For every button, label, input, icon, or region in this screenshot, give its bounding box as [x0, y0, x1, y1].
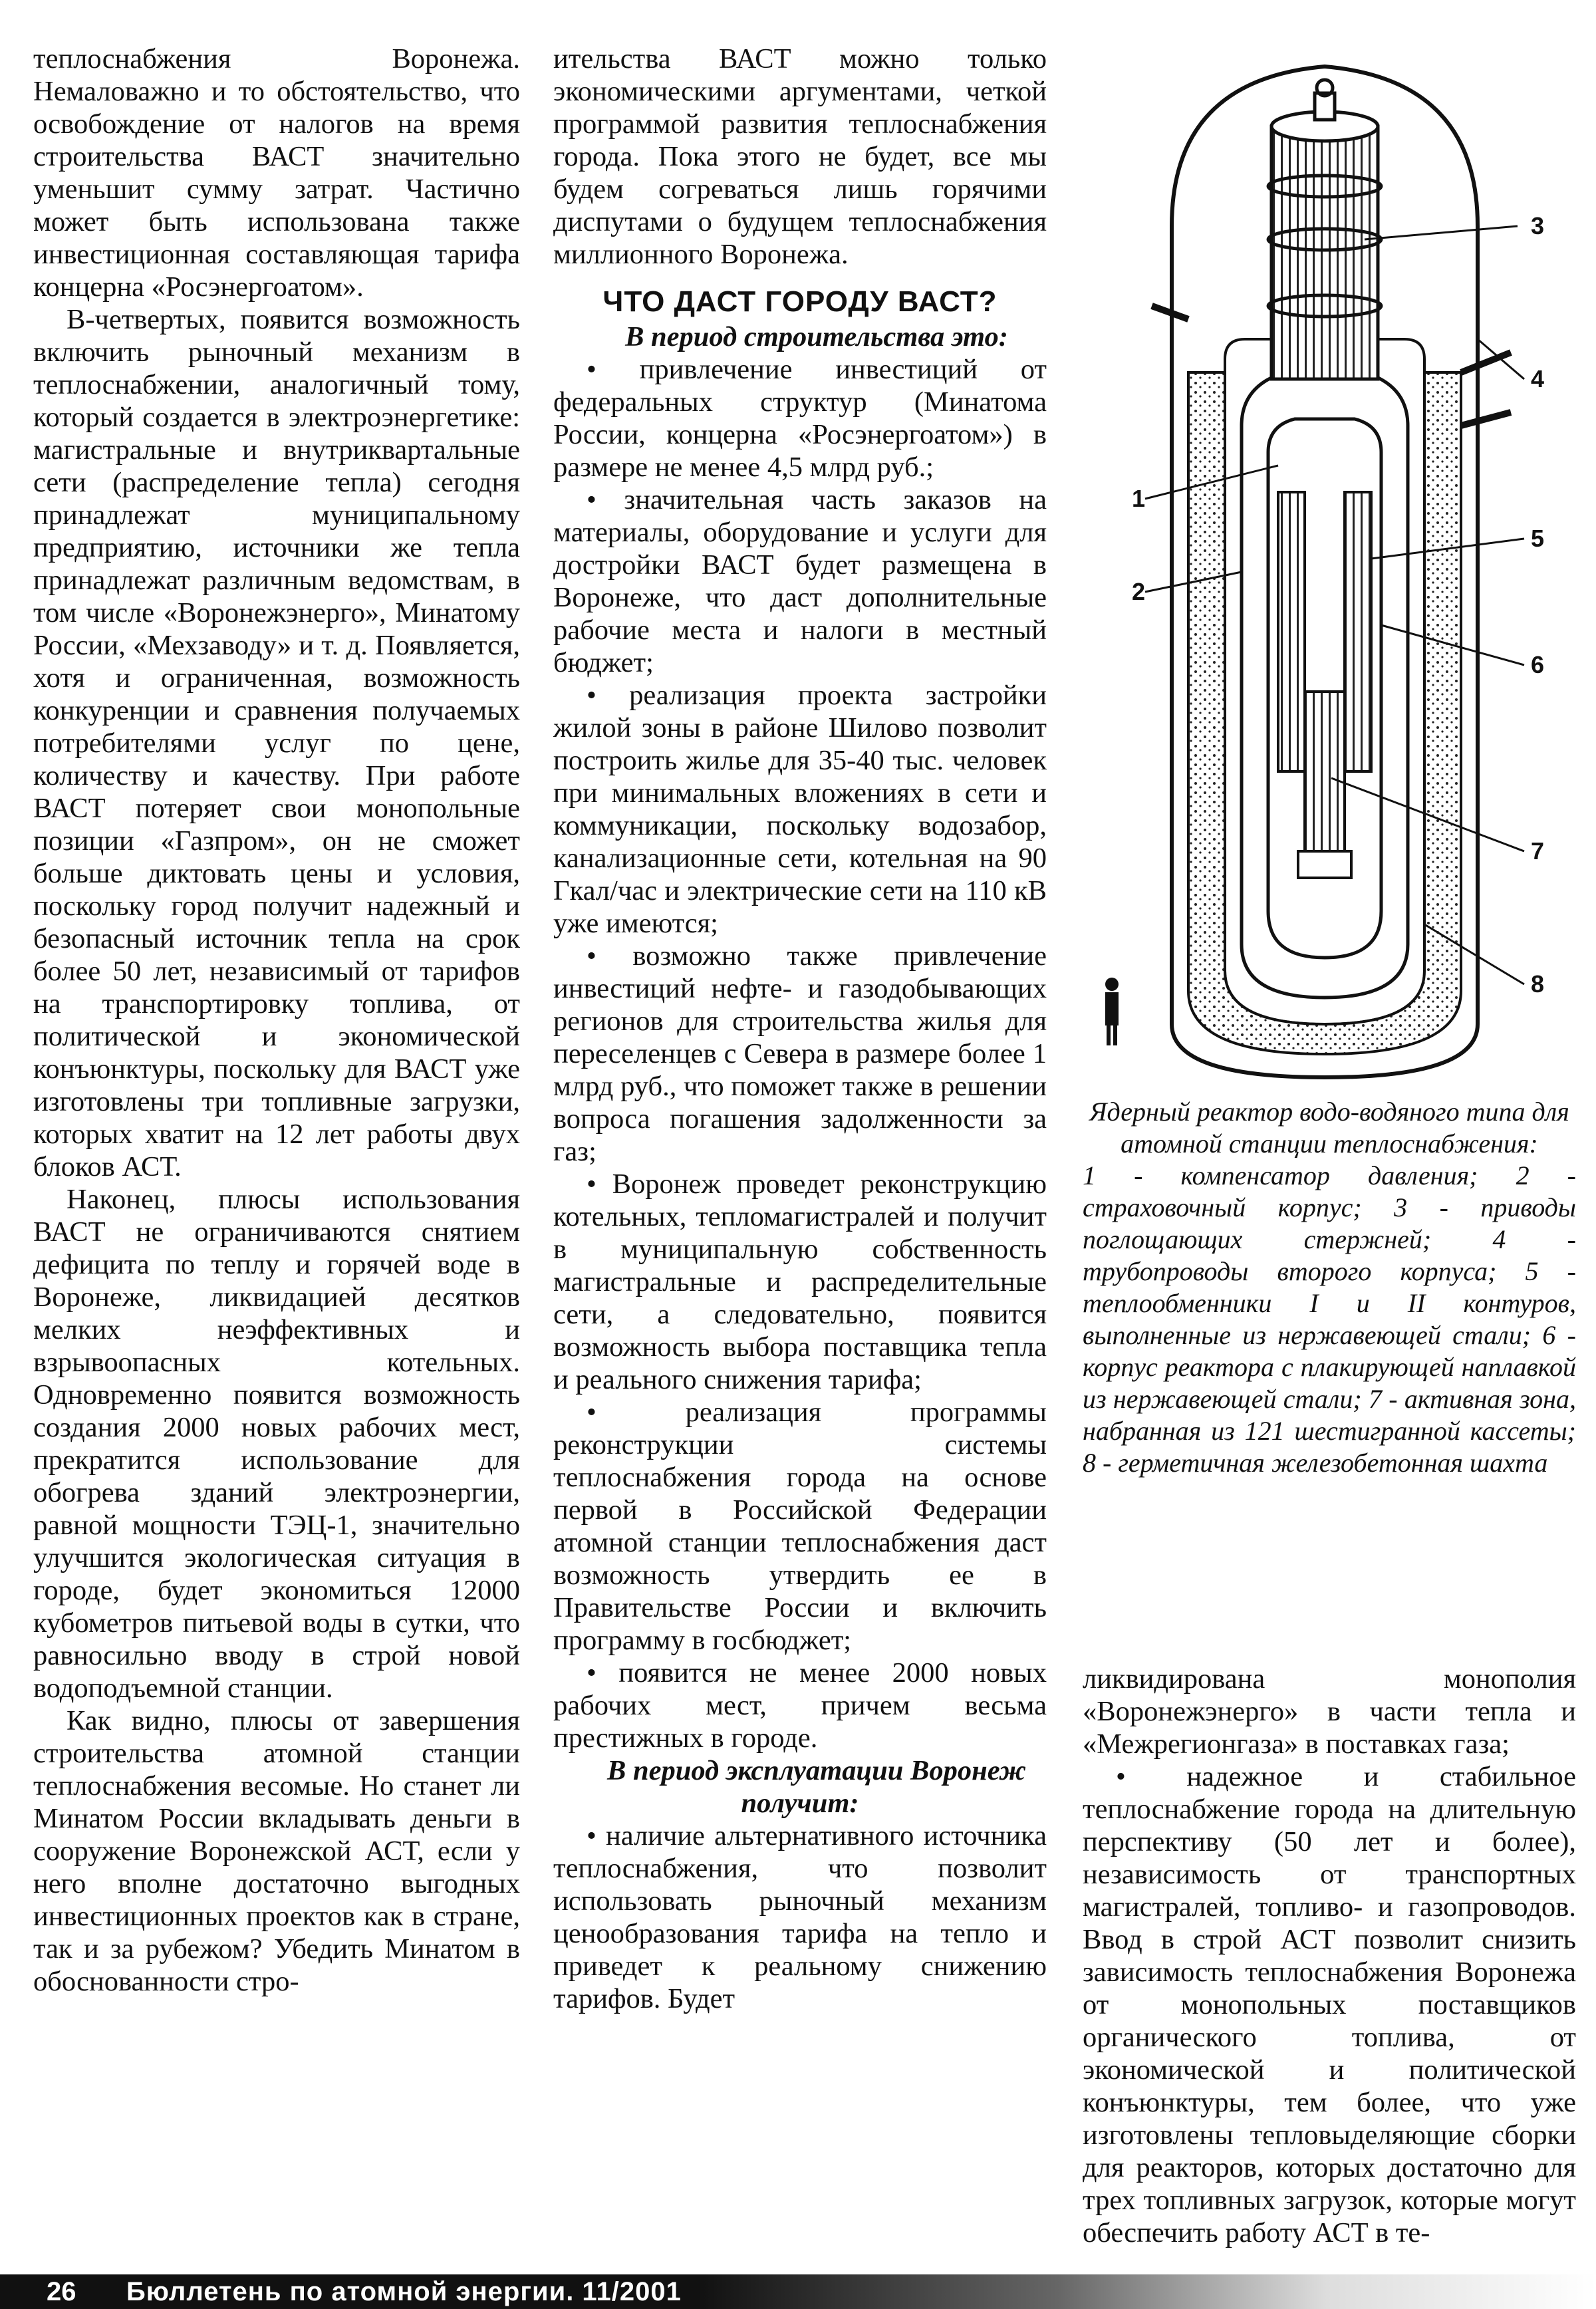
reactor-diagram [1072, 27, 1577, 1104]
paragraph: В-четвертых, появится возможность включить рыночный механизм в теплоснабжении, аналогичный тому, который создается в электроэнергетике: магистральные и внутриквартальные сети (распределение тепла) сегодня принадлежат муниципальному предприятию, источники же тепла принадлежат различным ведомствам, в том числе «Воронежэнерго», Минатому России, «Мехзаводу» и т. д. Появляется, хотя и ограниченная, возможность конкуренции и сравнения получаемых потребителями услуг по цене, количеству и качеству. При работе ВАСТ потеряет свои монопольные позиции «Газпром», он не сможет больше диктовать цены и условия, поскольку город получит надежный и безопасный источник тепла на срок более 50 лет, независимый от тарифов на транспортировку топлива, от политической и экономической конъюнктуры, поскольку для ВАСТ уже изготовлены три топливные загрузки, которых хватит на 12 лет работы двух блоков АСТ. [33, 304, 520, 1182]
bullet-item: • появится не менее 2000 новых рабочих мест, причем весьма престижных в городе. [553, 1657, 1047, 1754]
text-column-2 [553, 43, 1047, 2015]
label-7: 7 [1531, 837, 1545, 865]
bullet-item: • возможно также привлечение инвестиций нефте- и газодобывающих регионов для строительства жилья для переселенцев с Севера в размере более 1 млрд руб., что поможет также в решении вопроса погашения задолженности за газ; [553, 940, 1047, 1167]
figure-caption [1083, 1096, 1576, 1479]
subheading: В период строительства это: [625, 321, 1008, 352]
paragraph: ликвидирована монополия «Воронежэнерго» в части тепла и «Межрегионгаза» в поставках газа; [1083, 1663, 1576, 1760]
bullet-item: • наличие альтернативного источника теплоснабжения, что позволит использовать рыночный механизм ценообразования тарифа на тепло и приведет к реальному снижению тарифов. Будет [553, 1820, 1047, 2014]
label-1: 1 [1132, 485, 1146, 512]
label-3: 3 [1531, 212, 1545, 239]
caption-title: Ядерный реактор водо-водяного типа для атомной станции теплоснабжения: [1089, 1097, 1569, 1158]
bullet-item: • Воронеж проведет реконструкцию котельных, тепломагистралей и получит в муниципальную собственность магистральные и распределительные сети, а следовательно, появится возможность выбора поставщика тепла и реального снижения тарифа; [553, 1168, 1047, 1395]
bullet-item: • привлечение инвестиций от федеральных структур (Минатома России, концерна «Росэнергоатом») в размере не менее 4,5 млрд руб.; [553, 354, 1047, 483]
text-column-1 [33, 43, 520, 1998]
person-icon [1105, 978, 1119, 1045]
bullet-item: • реализация проекта застройки жилой зоны в районе Шилово позволит построить жилье для 35-40 тыс. человек при минимальных вложениях в сети и коммуникации, поскольку водозабор, канализационные сети, котельная на 90 Гкал/час и электрические сети на 110 кВ уже имеются; [553, 680, 1047, 939]
active-core [1305, 692, 1345, 851]
page-number: 26 [47, 2277, 76, 2306]
label-5: 5 [1531, 525, 1545, 552]
label-6: 6 [1531, 651, 1545, 678]
paragraph: Наконец, плюсы использования ВАСТ не ограничиваются снятием дефицита по теплу и горячей воде в Воронеже, ликвидацией десятков мелких неэффективных и взрывоопасных котельных. Одновременно появится возможность создания 2000 новых рабочих мест, прекратится использование для обогрева зданий электроэнергии, равной мощности ТЭЦ-1, значительно улучшится экологическая ситуация в городе, будет экономиться 12000 кубометров питьевой воды в сутки, что равносильно вводу в строй новой водоподъемной станции. [33, 1184, 520, 1704]
bullet-item: • реализация программы реконструкции системы теплоснабжения города на основе первой в Российской Федерации атомной станции теплоснабжения даст возможность утвердить ее в Правительстве России и включить программу в госбюджет; [553, 1397, 1047, 1656]
text-column-3 [1083, 1663, 1576, 2249]
rod-drives [1271, 126, 1378, 379]
paragraph: ительства ВАСТ можно только экономическими аргументами, четкой программой развития теплоснабжения города. Пока этого не будет, все мы будем согреваться лишь горячими диспутами о будущем теплоснабжения миллионного Воронежа. [553, 43, 1047, 270]
footer-gradient [698, 2274, 1596, 2309]
label-8: 8 [1531, 970, 1545, 998]
page-footer [0, 2274, 1596, 2309]
subheading: В период эксплуатации Воронеж получит: [607, 1755, 1026, 1819]
paragraph: теплоснабжения Воронежа. Немаловажно и то обстоятельство, что освобождение от налогов на время строительства ВАСТ значительно уменьшит сумму затрат. Частично может быть использована также инвестиционная составляющая тарифа концерна «Росэнергоатом». [33, 43, 520, 303]
heat-exchanger [1278, 492, 1305, 771]
section-heading: ЧТО ДАСТ ГОРОДУ ВАСТ? [602, 285, 998, 318]
caption-text: 1 - компенсатор давления; 2 - страховочный корпус; 3 - приводы поглощающих стержней; 4 - трубопроводы второго корпуса; 5 - теплообменники I и II контуров, выполненные из нержавеющей стали; 6 - корпус реактора с плакирующей наплавкой из нержавеющей стали; 7 - активная зона, набранная из 121 шестигранной кассеты; 8 - герметичная железобетонная шахта [1083, 1160, 1576, 1478]
bullet-item: • надежное и стабильное теплоснабжение города на длительную перспективу (50 лет и более), независимость от транспортных магистралей, топливо- и газопроводов. Ввод в строй АСТ позволит снизить зависимость теплоснабжения Воронежа от монопольных поставщиков органического топлива, от экономической и политической конъюнктуры, тем более, что уже изготовлены тепловыделяющие сборки для реакторов, которых достаточно для трех топливных загрузок, которые могут обеспечить работу АСТ в те- [1083, 1761, 1576, 2248]
label-2: 2 [1132, 578, 1146, 605]
bullet-item: • значительная часть заказов на материалы, оборудование и услуги для достройки ВАСТ будет размещена в Воронеже, что даст дополнительные рабочие места и налоги в местный бюджет; [553, 484, 1047, 678]
label-4: 4 [1531, 365, 1545, 392]
heat-exchanger [1345, 492, 1371, 771]
publication-title: Бюллетень по атомной энергии. 11/2001 [126, 2277, 682, 2306]
paragraph: Как видно, плюсы от завершения строительства атомной станции теплоснабжения весомые. Но станет ли Минатом России вкладывать деньги в сооружение Воронежской АСТ, если у него вполне достаточно выгодных инвестиционных проектов как в стране, так и за рубежом? Убедить Минатом в обоснованности стро- [33, 1705, 520, 1997]
